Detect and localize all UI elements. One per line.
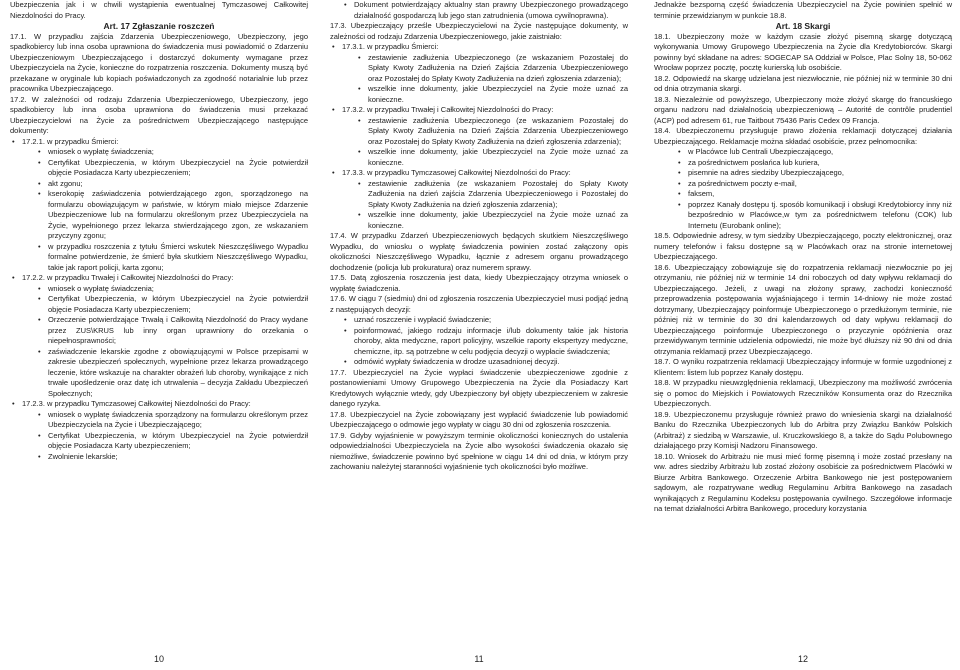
list-item: • poprzez Kanały dostępu tj. sposób komunikacji i obsługi Kredytobiorcy inny niż bezpośrednio w Placówce,w tym za pośrednictwem telefonu (COK) lub Internetu (Eurobank online); bbox=[678, 200, 952, 232]
column-page-10 bbox=[10, 0, 308, 462]
paragraph-17-2: 17.2. W zależności od rodzaju Zdarzenia Ubezpieczeniowego, Ubezpieczony, jego spadkobiercy lub inna osoba uprawniona do świadczenia musi przekazać Ubezpieczycielowi na Życie za pośrednictwem Ubezpieczającego następujące dokumenty: bbox=[10, 94, 308, 135]
intro-text: Ubezpieczenia jak i w chwili wystąpienia ewentualnej Tymczasowej Całkowitej Niezdolności do Pracy. bbox=[10, 0, 308, 20]
list-item: • wszelkie inne dokumenty, jakie Ubezpieczyciel na Życie może uznać za konieczne. bbox=[358, 84, 628, 105]
article-18-heading: Art. 18 Skargi bbox=[775, 21, 831, 31]
paragraph-17-4: 17.4. W przypadku Zdarzeń Ubezpieczeniowych będących skutkiem Nieszczęśliwego Wypadku, do wniosku o wypłatę świadczenia powinien zostać załączony opis okoliczności Nieszczęśliwego Wypadku, łącznie z adresem organu prowadzącego dochodzenie (policja lub prokuratura) oraz numerem sprawy. bbox=[330, 231, 628, 272]
paragraph-18-4: 18.4. Ubezpieczonemu przysługuje prawo złożenia reklamacji dotyczącej działania Ubezpieczającego. Reklamacje można składać osobiście, przez pełnomocnika: bbox=[654, 126, 952, 146]
paragraph-17-9: 17.9. Gdyby wyjaśnienie w powyższym terminie okoliczności koniecznych do ustalenia odpowiedzialności Ubezpieczyciela na Życie albo wysokości świadczenia okazało się niemożliwe, świadczenie powinno być spełnione w ciągu 14 dni od dnia, w którym przy zachowaniu należytej staranności wyjaśnienie tych okoliczności było możliwe. bbox=[330, 430, 628, 471]
subsection-17-2-3: • 17.2.3. w przypadku Tymczasowej Całkowitej Niezdolności do Pracy: bbox=[10, 399, 308, 410]
list-item: • Dokument potwierdzający aktualny stan prawny Ubezpieczonego prowadzącego działalność gospodarczą lub jego stan zatrudnienia (umowa cywilnoprawna). bbox=[344, 0, 628, 21]
list-item: • Certyfikat Ubezpieczenia, w którym Ubezpieczyciel na Życie potwierdził objęcie Posiadacza Karty ubezpieczeniem; bbox=[38, 431, 308, 452]
list-item: • wniosek o wypłatę świadczenia; bbox=[38, 284, 308, 295]
list-item: • pisemnie na adres siedziby Ubezpieczającego, bbox=[678, 168, 952, 179]
list-item: • akt zgonu; bbox=[38, 179, 308, 190]
paragraph-17-6: 17.6. W ciągu 7 (siedmiu) dni od zgłoszenia roszczenia Ubezpieczyciel musi podjąć jedną z następujących decyzji: bbox=[330, 294, 628, 314]
list-item: • za pośrednictwem poczty e-mail, bbox=[678, 179, 952, 190]
list-item: • uznać roszczenie i wypłacić świadczenie; bbox=[344, 315, 628, 326]
article-17-heading: Art. 17 Zgłaszanie roszczeń bbox=[103, 21, 215, 31]
paragraph-18-7: 18.7. O wyniku rozpatrzenia reklamacji Ubezpieczający informuje w formie uzgodnionej z Klientem: listem lub poprzez Kanały dostępu. bbox=[654, 357, 952, 377]
list-item: • zestawienie zadłużenia (ze wskazaniem Pozostałej do Spłaty Kwoty Zadłużenia na dzień zajścia Zdarzenia Ubezpieczeniowego i Pozostałej do Spłaty Kwoty Zadłużenia na dzień zgłoszenia zdarzenia); bbox=[358, 179, 628, 211]
paragraph-18-10: 18.10. Wniosek do Arbitrażu nie musi mieć formę pisemną i może zostać przesłany na ww. adres siedziby Arbitrażu lub zostać złożony osobiście za pośrednictwem Placówki w Biurze Arbitra Bankowego. Orzeczenie Arbitra Bankowego nie jest postępowaniem sądowym, ale rozpatrywane według Regulaminu Arbitra Bankowego na zasadach wynikających z Regulaminu Kodeksu postępowania cywilnego. Szczegółowe informacje na temat działalności Arbitra Bankowego, procedury korzystania bbox=[654, 451, 952, 513]
paragraph-18-5: 18.5. Odpowiednie adresy, w tym siedziby Ubezpieczającego, poczty elektronicznej, oraz numery telefonów i faksu dostępne są w Placówkach oraz na stronie internetowej Ubezpieczającego. bbox=[654, 231, 952, 261]
paragraph-18-1: 18.1. Ubezpieczony może w każdym czasie złożyć pisemną skargę dotyczącą wykonywania Umowy Grupowego Ubezpieczenia na Życie dla Kredytobiorców. Skargi powinny być składane na adres: SOGECAP SA Oddział w Polsce, Plac Solny 18, 50-062 Wrocław poprzez pocztę, pocztę kurierską lub osobiście. bbox=[654, 31, 952, 72]
paragraph-17-8: 17.8. Ubezpieczyciel na Życie zobowiązany jest wypłacić świadczenie lub powiadomić Ubezpieczającego o odmowie jego wypłaty w ciągu 30 dni od zgłoszenia roszczenia. bbox=[330, 409, 628, 429]
column-page-12 bbox=[654, 0, 952, 515]
list-item: • wniosek o wypłatę świadczenia; bbox=[38, 147, 308, 158]
list-item: • zestawienie zadłużenia Ubezpieczonego (ze wskazaniem Pozostałej do Spłaty Kwoty Zadłużenia na Dzień Zajścia Zdarzenia Ubezpieczeniowego oraz Pozostałej do Spłaty Kwoty Zadłużenia na dzień zgłoszenia zdarzenia); bbox=[358, 116, 628, 148]
list-item: • zaświadczenie lekarskie zgodne z obowiązującymi w Polsce przepisami w zakresie ubezpieczeń społecznych, wypełnione przez lekarza prowadzącego leczenie, które wskazuje na charakter obrażeń lub choroby, wynikające z nich trwałe upośledzenie oraz datę ich utrwalenia – decyzja Zakładu Ubezpieczeń Społecznych; bbox=[38, 347, 308, 400]
paragraph-18-3: 18.3. Niezależnie od powyższego, Ubezpieczony może złożyć skargę do francuskiego organu nadzoru nad działalnością ubezpieczeniową – Autorité de contrôle prudentiel (ACP) pod adresem 61, rue Taitbout 75436 Paris Cedex 09 Francja. bbox=[654, 94, 952, 125]
list-item: • w Placówce lub Centrali Ubezpieczającego, bbox=[678, 147, 952, 158]
list-item: • za pośrednictwem posłańca lub kuriera, bbox=[678, 158, 952, 169]
paragraph-17-1: 17.1. W przypadku zajścia Zdarzenia Ubezpieczeniowego, Ubezpieczony, jego spadkobiercy lub inna osoba uprawniona do świadczenia musi powiadomić o Zdarzeniu Ubezpieczeniowym Ubezpieczającego i dostarczyć dokumenty wymagane przez Ubezpieczyciela na Życie, konieczne do rozpatrzenia roszczenia. Dokumenty muszą być przekazane w oryginale lub kopiach poświadczonych za zgodność notarialnie lub przez pracownika Ubezpieczającego. bbox=[10, 31, 308, 93]
paragraph-18-9: 18.9. Ubezpieczonemu przysługuje również prawo do wniesienia skargi na działalność Banku do Rzecznika Ubezpieczonych lub do Arbitra przy Związku Banków Polskich (Arbitraż) z siedzibą w Warszawie, ul. Kruczkowskiego 8, a także do Sądu Polubownego działającego przy Komisji Nadzoru Finansowego. bbox=[654, 409, 952, 450]
page-number: 11 bbox=[474, 654, 484, 664]
list-item: • wniosek o wypłatę świadczenia sporządzony na formularzu określonym przez Ubezpieczyciela na Życie i Ubezpieczającego; bbox=[38, 410, 308, 431]
paragraph-17-7: 17.7. Ubezpieczyciel na Życie wypłaci świadczenie ubezpieczeniowe zgodnie z postanowieniami Umowy Grupowego Ubezpieczenia na Życie dla Posiadaczy Kart Kredytowych wyłącznie wtedy, gdy Ubezpieczony był objęty ubezpieczeniem w zakresie danego ryzyka. bbox=[330, 367, 628, 408]
list-item: • wszelkie inne dokumenty, jakie Ubezpieczyciel na Życie może uznać za konieczne. bbox=[358, 210, 628, 231]
column-page-11 bbox=[330, 0, 628, 473]
paragraph-18-2: 18.2. Odpowiedź na skargę udzielana jest niezwłocznie, nie później niż w terminie 30 dni od dnia otrzymania skargi. bbox=[654, 73, 952, 93]
paragraph-17-5: 17.5. Datą zgłoszenia roszczenia jest data, kiedy Ubezpieczający otrzyma wniosek o wypłatę świadczenia. bbox=[330, 273, 628, 293]
list-item: • zestawienie zadłużenia Ubezpieczonego (ze wskazaniem Pozostałej do Spłaty Kwoty Zadłużenia na Dzień Zajścia Zdarzenia Ubezpieczeniowego oraz Pozostałej do Spłaty Kwoty Zadłużenia na dzień zgłoszenia zdarzenia); bbox=[358, 53, 628, 85]
subsection-17-3-3: • 17.3.3. w przypadku Tymczasowej Całkowitej Niezdolności do Pracy: bbox=[330, 168, 628, 179]
list-item: • w przypadku roszczenia z tytułu Śmierci wskutek Nieszczęśliwego Wypadku formalne potwierdzenie, że śmierć była skutkiem Nieszczęśliwego Wypadku, takie jak raport policji, karta zgonu; bbox=[38, 242, 308, 274]
list-item: • kserokopię zaświadczenia potwierdzającego zgon, sporządzonego na formularzu obowiązującym w państwie, w którym miało miejsce Zdarzenie Ubezpieczeniowe lub na formularzu określonym przez Ubezpieczyciela na Życie, wypełnionego przez lekarza stwierdzającego zgon, ze wskazaniem przyczyny zgonu; bbox=[38, 189, 308, 242]
subsection-17-3-2: • 17.3.2. w przypadku Trwałej i Całkowitej Niezdolności do Pracy: bbox=[330, 105, 628, 116]
list-item: • Orzeczenie potwierdzające Trwałą i Całkowitą Niezdolność do Pracy wydane przez ZUS\KRUS lub inny organ uprawniony do orzekania o niepełnosprawności; bbox=[38, 315, 308, 347]
subsection-17-2-2: • 17.2.2. w przypadku Trwałej i Całkowitej Niezdolności do Pracy: bbox=[10, 273, 308, 284]
subsection-17-2-1: • 17.2.1. w przypadku Śmierci: bbox=[10, 137, 308, 148]
list-item: • faksem, bbox=[678, 189, 952, 200]
paragraph-17-3: 17.3. Ubezpieczający prześle Ubezpieczycielowi na Życie następujące dokumenty, w zależności od rodzaju Zdarzenia Ubezpieczeniowego, jakie zaistniało: bbox=[330, 21, 628, 41]
list-item: • odmówić wypłaty świadczenia w drodze uzasadnionej decyzji. bbox=[344, 357, 628, 368]
subsection-17-3-1: • 17.3.1. w przypadku Śmierci: bbox=[330, 42, 628, 53]
intro-text: Jednakże bezsporną część świadczenia Ubezpieczyciel na Życie powinien spełnić w terminie przewidzianym w punkcie 18.8. bbox=[654, 0, 952, 20]
paragraph-18-6: 18.6. Ubezpieczający zobowiązuje się do rozpatrzenia reklamacji niezwłocznie po jej otrzymaniu, nie później niż w terminie 14 dni roboczych od daty wpływu reklamacji do Ubezpieczającego. Jeżeli, z uwagi na złożony sprawy, zachodzi konieczność przeprowadzenia postępowania wyjaśniającego i termin 14-dniowy nie może zostać dotrzymany, Ubezpieczający poinformuje Ubezpieczonego o przedłużonym terminie, nie później niż w terminie do 30 dni kalendarzowych od daty wpływu reklamacji do Ubezpieczającego poinformuje Ubezpieczonego o przyczynie opóźnienia oraz przewidywanym terminie udzielenia odpowiedzi, nie może być dłuższy niż 90 dni od dnia otrzymania reklamacji przez Ubezpieczającego. bbox=[654, 262, 952, 356]
list-item: • wszelkie inne dokumenty, jakie Ubezpieczyciel na Życie może uznać za konieczne. bbox=[358, 147, 628, 168]
list-item: • poinformować, jakiego rodzaju informacje i/lub dokumenty takie jak historia choroby, akta medyczne, raport policyjny, wszelkie raporty ekspertyzy medyczne, chemiczne, itp. są potrzebne w celu podjęcia decyzji o wypłacie świadczenia; bbox=[344, 326, 628, 358]
list-item: • Certyfikat Ubezpieczenia, w którym Ubezpieczyciel na Życie potwierdził objęcie Posiadacza Karty ubezpieczeniem; bbox=[38, 158, 308, 179]
page-number: 10 bbox=[153, 654, 164, 664]
list-item: • Zwolnienie lekarskie; bbox=[38, 452, 308, 463]
paragraph-18-8: 18.8. W przypadku nieuwzględnienia reklamacji, Ubezpieczony ma możliwość zwrócenia się o pomoc do Miejskich i Powiatowych Rzeczników Konsumenta oraz do Rzecznika Ubezpieczonych. bbox=[654, 378, 952, 408]
page-number: 12 bbox=[797, 654, 808, 664]
list-item: • Certyfikat Ubezpieczenia, w którym Ubezpieczyciel na Życie potwierdził objęcie Posiadacza Karty ubezpieczeniem; bbox=[38, 294, 308, 315]
